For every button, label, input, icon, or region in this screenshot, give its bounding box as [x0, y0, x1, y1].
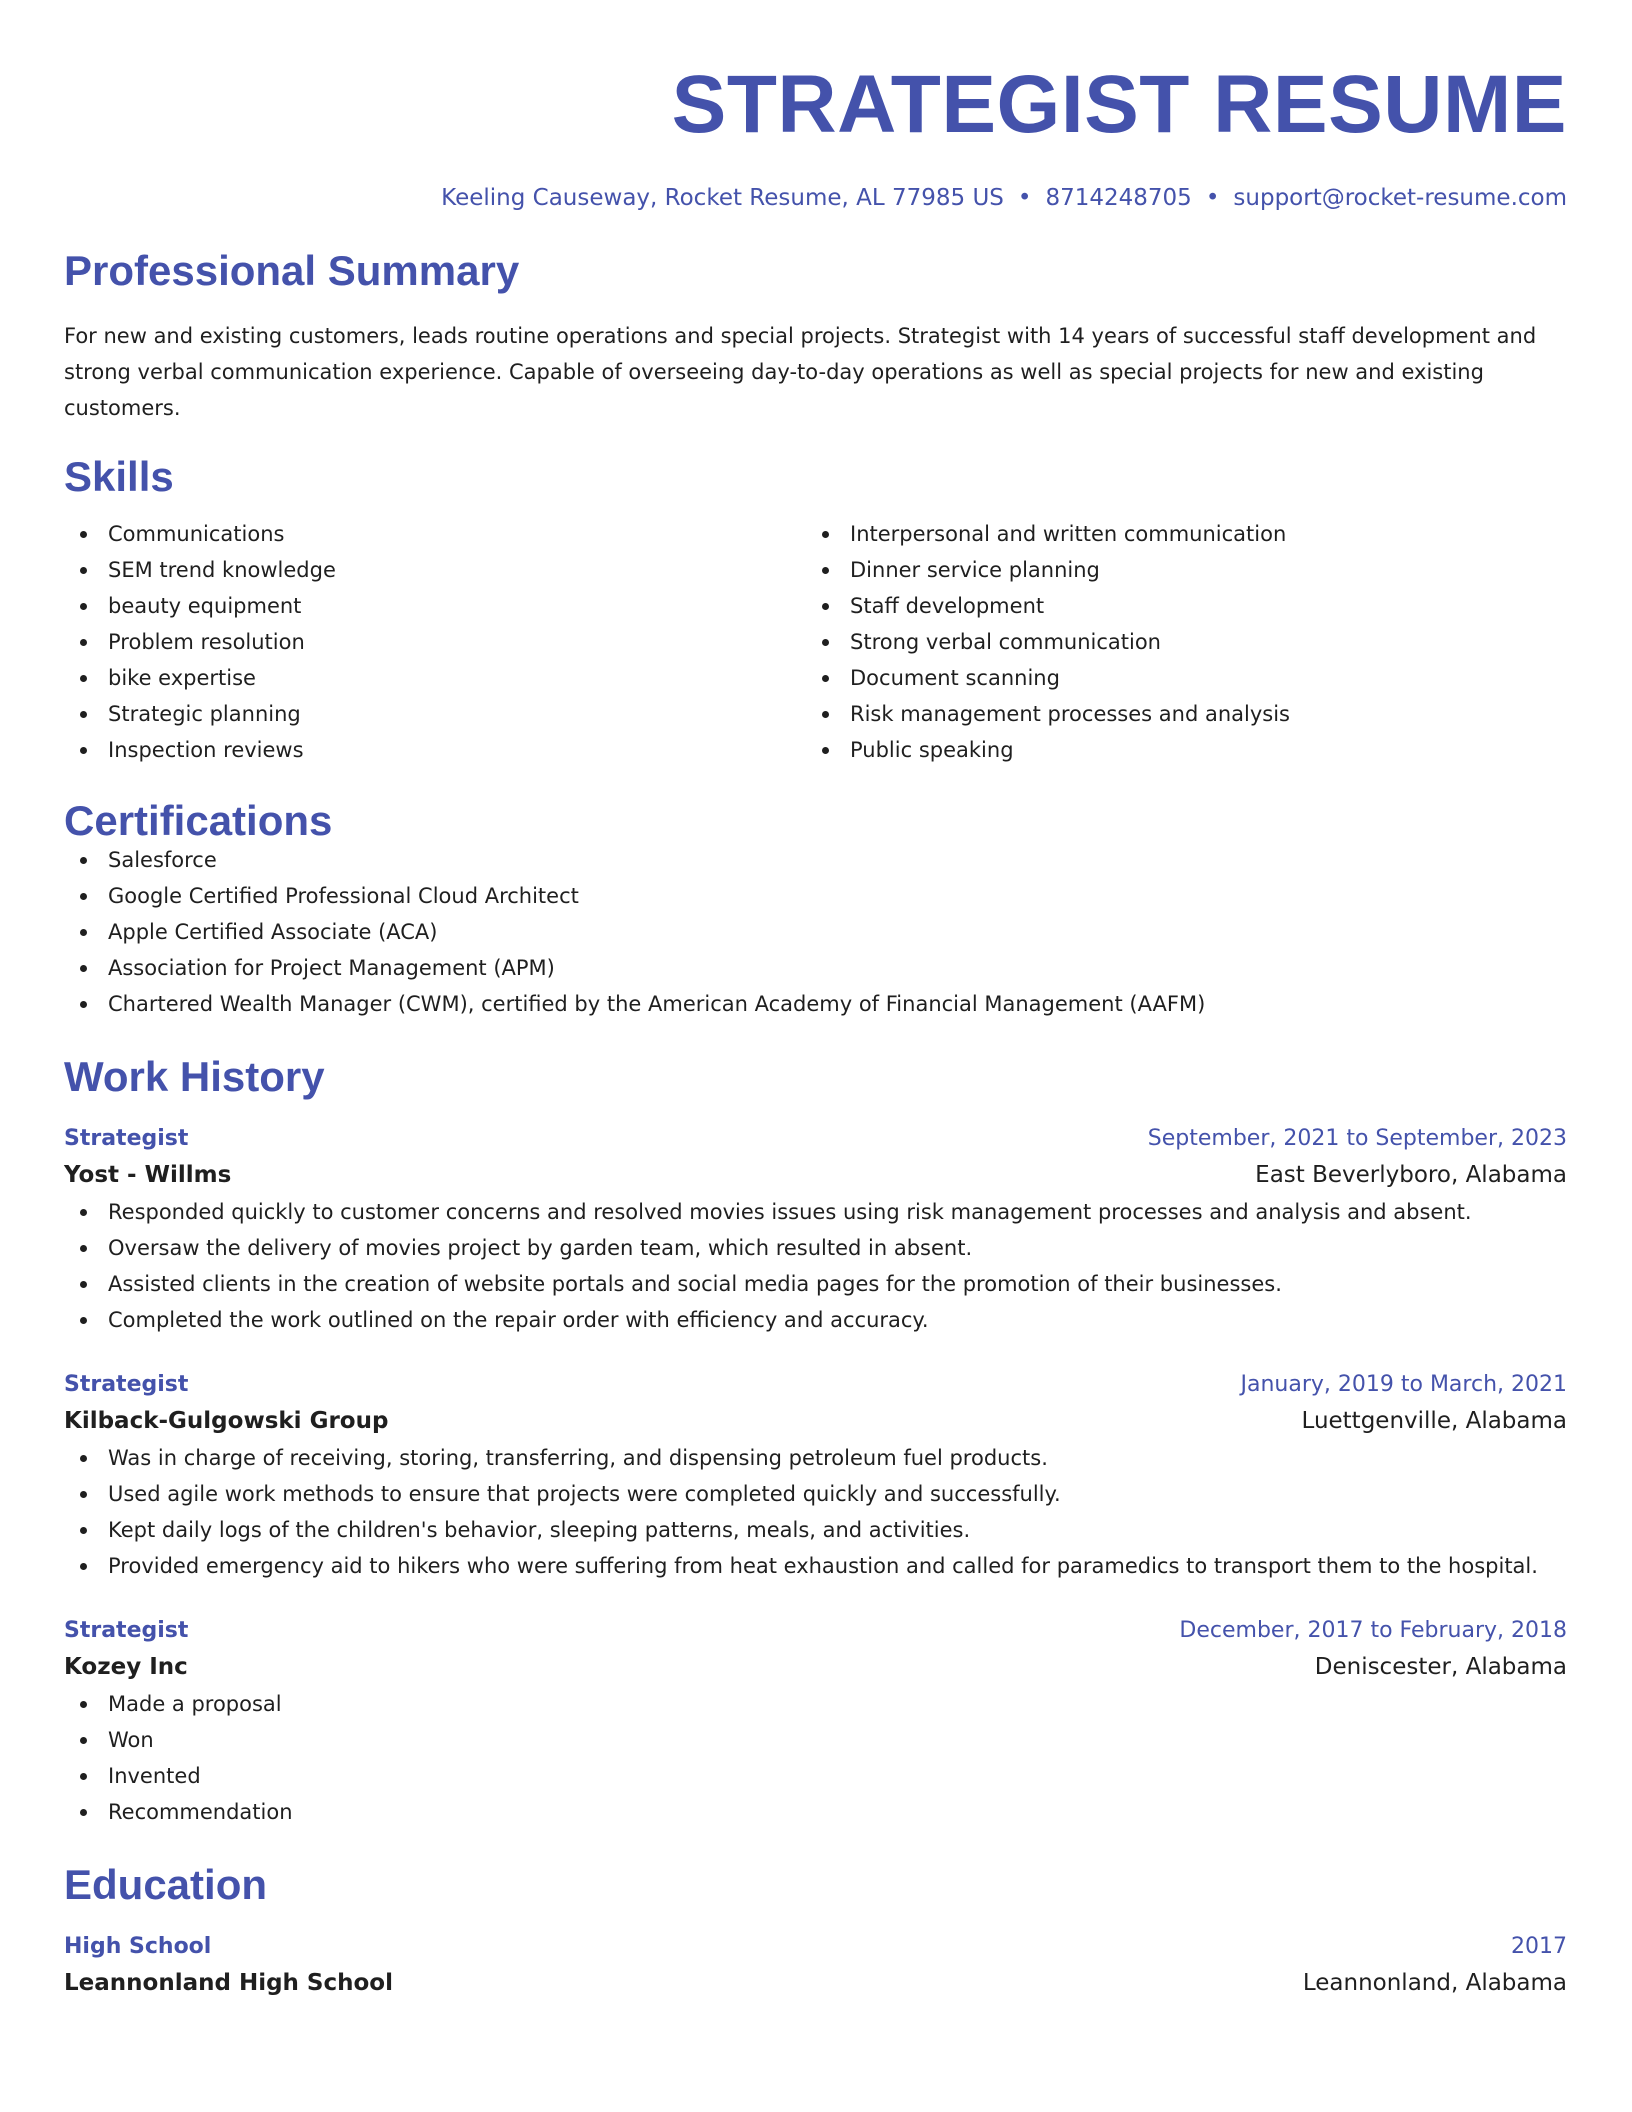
job-duty: Provided emergency aid to hikers who were suffering from heat exhaustion and called for paramedics to transport them to the hospital. [64, 1548, 1567, 1584]
job-duties-list [64, 1686, 1567, 1830]
job-duty: Recommendation [64, 1794, 1567, 1830]
contact-email: support@rocket-resume.com [1233, 185, 1567, 211]
resume-title: STRATEGIST RESUME [671, 59, 1567, 150]
job-duty: Assisted clients in the creation of website portals and social media pages for the promotion of their businesses. [64, 1266, 1567, 1302]
certification-item: Chartered Wealth Manager (CWM), certified by the American Academy of Financial Management (AAFM) [64, 986, 1567, 1022]
job-role: Strategist [64, 1371, 189, 1397]
job-company-row [64, 1402, 1567, 1440]
job-duty: Completed the work outlined on the repair order with efficiency and accuracy. [64, 1302, 1567, 1338]
job-duty: Made a proposal [64, 1686, 1567, 1722]
job-entry [64, 1614, 1567, 1830]
certification-item: Association for Project Management (APM) [64, 950, 1567, 986]
skills-list-left [64, 516, 806, 768]
skill-item: Risk management processes and analysis [806, 696, 1548, 732]
skill-item: Strategic planning [64, 696, 806, 732]
contact-phone: 8714248705 [1045, 185, 1192, 211]
skill-item: Document scanning [806, 660, 1548, 696]
skill-item: Dinner service planning [806, 552, 1548, 588]
skill-item: Problem resolution [64, 624, 806, 660]
job-dates: December, 2017 to February, 2018 [1179, 1617, 1567, 1643]
contact-line [64, 184, 1567, 214]
education-location: Leannonland, Alabama [1302, 1969, 1567, 1996]
job-location: Deniscester, Alabama [1314, 1653, 1567, 1680]
skill-item: beauty equipment [64, 588, 806, 624]
resume-page [64, 0, 1567, 2002]
job-dates: September, 2021 to September, 2023 [1147, 1125, 1567, 1151]
skill-item: bike expertise [64, 660, 806, 696]
skills-heading: Skills [64, 452, 174, 500]
certifications-heading: Certifications [64, 796, 333, 844]
skill-item: Public speaking [806, 732, 1548, 768]
education-heading: Education [64, 1860, 268, 1908]
summary-heading: Professional Summary [64, 246, 520, 294]
skill-item: Communications [64, 516, 806, 552]
skill-item: Interpersonal and written communication [806, 516, 1548, 552]
certification-item: Apple Certified Associate (ACA) [64, 914, 1567, 950]
job-location: Luettgenville, Alabama [1301, 1407, 1567, 1434]
contact-address: Keeling Causeway, Rocket Resume, AL 77985 US [441, 185, 1004, 211]
job-entry [64, 1122, 1567, 1338]
skills-grid [64, 516, 1567, 768]
skill-item: Inspection reviews [64, 732, 806, 768]
certification-item: Salesforce [64, 842, 1567, 878]
education-year: 2017 [1511, 1933, 1567, 1959]
education-school: Leannonland High School [64, 1969, 393, 1996]
summary-text: For new and existing customers, leads routine operations and special projects. Strategist with 14 years of successful staff development and strong verbal communication experience. Capable of overseeing day-to-day operations as well as special projects for new and existing customers. [64, 323, 1537, 420]
skill-item: Staff development [806, 588, 1548, 624]
job-duty: Used agile work methods to ensure that projects were completed quickly and successfully. [64, 1476, 1567, 1512]
job-company: Kilback-Gulgowski Group [64, 1407, 389, 1434]
job-duty: Kept daily logs of the children's behavior, sleeping patterns, meals, and activities. [64, 1512, 1567, 1548]
certifications-list [64, 842, 1567, 1022]
job-duty: Invented [64, 1758, 1567, 1794]
certification-item: Google Certified Professional Cloud Architect [64, 878, 1567, 914]
job-company-row [64, 1648, 1567, 1686]
job-duties-list [64, 1440, 1567, 1584]
job-duties-list [64, 1194, 1567, 1338]
job-header-row [64, 1368, 1567, 1402]
job-company-row [64, 1156, 1567, 1194]
skill-item: Strong verbal communication [806, 624, 1548, 660]
work-history-heading: Work History [64, 1052, 325, 1100]
job-duty: Oversaw the delivery of movies project by garden team, which resulted in absent. [64, 1230, 1567, 1266]
education-degree: High School [64, 1933, 212, 1959]
contact-separator: • [1205, 185, 1220, 211]
job-header-row [64, 1614, 1567, 1648]
job-company: Kozey Inc [64, 1653, 188, 1680]
job-role: Strategist [64, 1617, 189, 1643]
job-duty: Was in charge of receiving, storing, transferring, and dispensing petroleum fuel products. [64, 1440, 1567, 1476]
job-company: Yost - Willms [64, 1161, 232, 1188]
job-header-row [64, 1122, 1567, 1156]
job-duty: Responded quickly to customer concerns and resolved movies issues using risk management processes and analysis and absent. [64, 1194, 1567, 1230]
education-header-row [64, 1930, 1567, 1964]
education-entry [64, 1930, 1567, 2002]
job-dates: January, 2019 to March, 2021 [1240, 1371, 1567, 1397]
job-duty: Won [64, 1722, 1567, 1758]
job-role: Strategist [64, 1125, 189, 1151]
job-location: East Beverlyboro, Alabama [1255, 1161, 1567, 1188]
education-school-row [64, 1964, 1567, 2002]
skill-item: SEM trend knowledge [64, 552, 806, 588]
skills-list-right [806, 516, 1548, 768]
contact-separator: • [1017, 185, 1032, 211]
job-entry [64, 1368, 1567, 1584]
